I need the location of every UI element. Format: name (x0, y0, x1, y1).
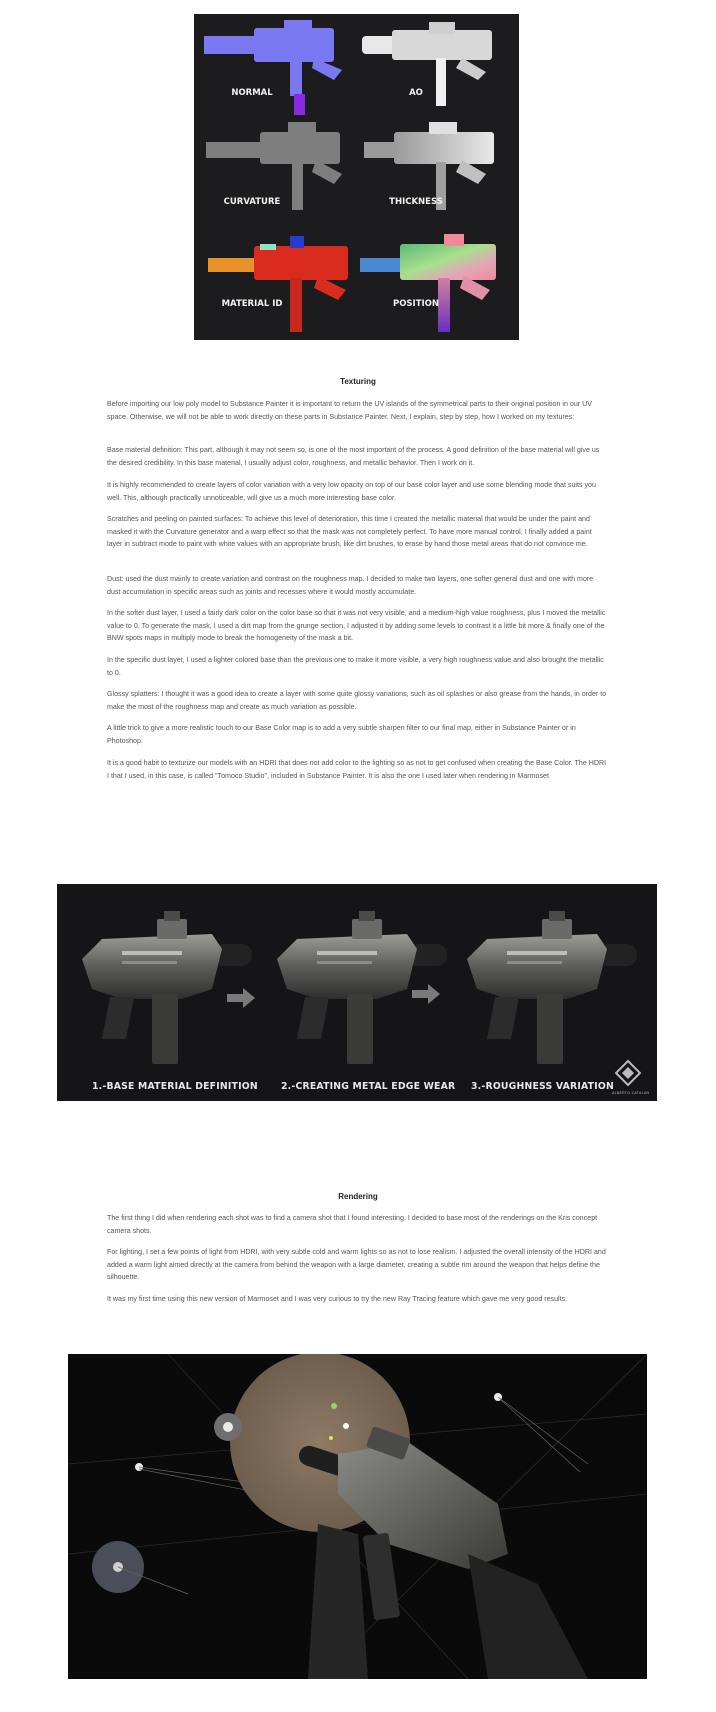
normal-map-gun (204, 20, 342, 115)
texturing-paragraph: It is a good habit to texturize our models with an HDRI that does not add color to the lighting so as not to get confused when creating the Base Color. The HDRI I that I used, in this case, is called "Tomoco Studio", included in Substance Painter. It is also the one I used later when rendering in Marmoset (107, 759, 607, 780)
arrow-right-icon (412, 984, 440, 1004)
texturing-heading: Texturing (340, 377, 376, 386)
step-label-edge-wear: 2.-CREATING METAL EDGE WEAR (281, 1081, 456, 1092)
lighting-setup-illustration (68, 1354, 647, 1679)
texturing-progress-illustration (57, 884, 657, 1101)
map-label-curvature: CURVATURE (223, 197, 281, 207)
map-label-material-id: MATERIAL ID (221, 299, 283, 309)
gun-render-step-3 (467, 911, 637, 1064)
texturing-paragraph: In the specific dust layer, I used a lighter colored base than the previous one to make it more visible, a very high roughness value and also brought the metallic to 0. (107, 656, 604, 677)
texturing-paragraph: Dust: used the dust mainly to create variation and contrast on the roughness map. I decided to make two layers, one softer general dust and one with more dust accumulation in specific areas such as joints and recesses where it would mostly accumulate. (107, 575, 594, 596)
texturing-paragraph: It is highly recommended to create layers of color variation with a very low opacity on top of our base color layer and use some blending mode that suits you well. This, although practically unnoticeable, will give us a much more interesting base color. (107, 481, 596, 502)
lighting-setup-image (68, 1354, 647, 1679)
position-map-gun (360, 234, 496, 332)
map-label-thickness: THICKNESS (389, 197, 443, 207)
bake-maps-illustration (194, 14, 519, 340)
gun-render-step-1 (82, 911, 252, 1064)
texturing-paragraph: In the softer dust layer, I used a fairly dark color on the color base so that it was not very visible, and a medium-high value roughness, plus I moved the metallic value to 0. To generate the mask, I used a dirt map from the grunge section, I adjusted it by adding some levels to contrast it a little bit more & finally one of the BNW spots maps in multiply mode to break the homogeneity of the mask a bit. (107, 609, 606, 642)
texturing-paragraph: Scratches and peeling on painted surfaces: To achieve this level of deterioration, this time I created the metallic material that would be under the paint and masked it with the Curvature generator and a warp effect so that the mask was not completely perfect. To have more manual control, I finally added a paint layer in subtract mode to paint with white values with an appropriate brush, like dirt brushes, to erase by hand those metal areas that do not convince me. (107, 515, 592, 548)
ao-map-gun (362, 22, 492, 106)
step-label-roughness: 3.-ROUGHNESS VARIATION (471, 1081, 614, 1092)
studio-logo-icon (616, 1061, 640, 1085)
bake-maps-image (194, 14, 519, 340)
texturing-paragraph: Before importing our low poly model to Substance Painter it is important to return the UV islands of the symmetrical parts to their original position in our UV space. Otherwise, we will not be able to work directly on these parts in Substance Painter. Next, I explain, step by step, how I worked on my textures: (107, 400, 592, 421)
texturing-paragraph: Base material definition: This part, although it may not seem so, is one of the most important of the process. A good definition of the base material will give us the desired credibility. In this base material, I usually adjust color, roughness, and metallic behavior. Then I work on it. (107, 446, 600, 467)
rendering-paragraph: The first thing I did when rendering each shot was to find a camera shot that I found interesting. I decided to base most of the renderings on the Kris concept camera shots. (107, 1214, 598, 1235)
texturing-progress-image (57, 884, 657, 1101)
step-label-base-material: 1.-BASE MATERIAL DEFINITION (92, 1081, 258, 1092)
map-label-position: POSITION (392, 299, 440, 309)
map-label-ao: AO (409, 88, 423, 98)
rendered-gun (296, 1426, 588, 1679)
texturing-paragraph: Glossy splatters: I thought it was a good idea to create a layer with some quite glossy variations, such as oil splashes or also grease from the hands, in order to make the most of the roughness map and create as much variation as possible. (107, 690, 607, 711)
rendering-heading: Rendering (338, 1192, 378, 1201)
arrow-right-icon (227, 988, 255, 1008)
map-label-normal: NORMAL (231, 88, 273, 98)
material-id-map-gun (208, 236, 348, 332)
rendering-paragraph: For lighting, I set a few points of light from HDRI, with very subtle cold and warm lights so as not to lose realism. I adjusted the overall intensity of the HDRI and added a warm light aimed directly at the camera from behind the weapon with a large diameter, creating a subtle rim around the weapon that helps define the silhouette. (107, 1248, 606, 1281)
rendering-paragraph: It was my first time using this new version of Marmoset and I was very curious to try the new Ray Tracing feature which gave me very good results. (107, 1295, 568, 1303)
studio-name: ALBERTO CATALAN (612, 1091, 650, 1095)
texturing-paragraph: A little trick to give a more realistic touch to our Base Color map is to add a very subtle sharpen filter to our final map, either in Substance Painter or in Photoshop. (107, 724, 576, 745)
gun-render-step-2 (277, 911, 447, 1064)
